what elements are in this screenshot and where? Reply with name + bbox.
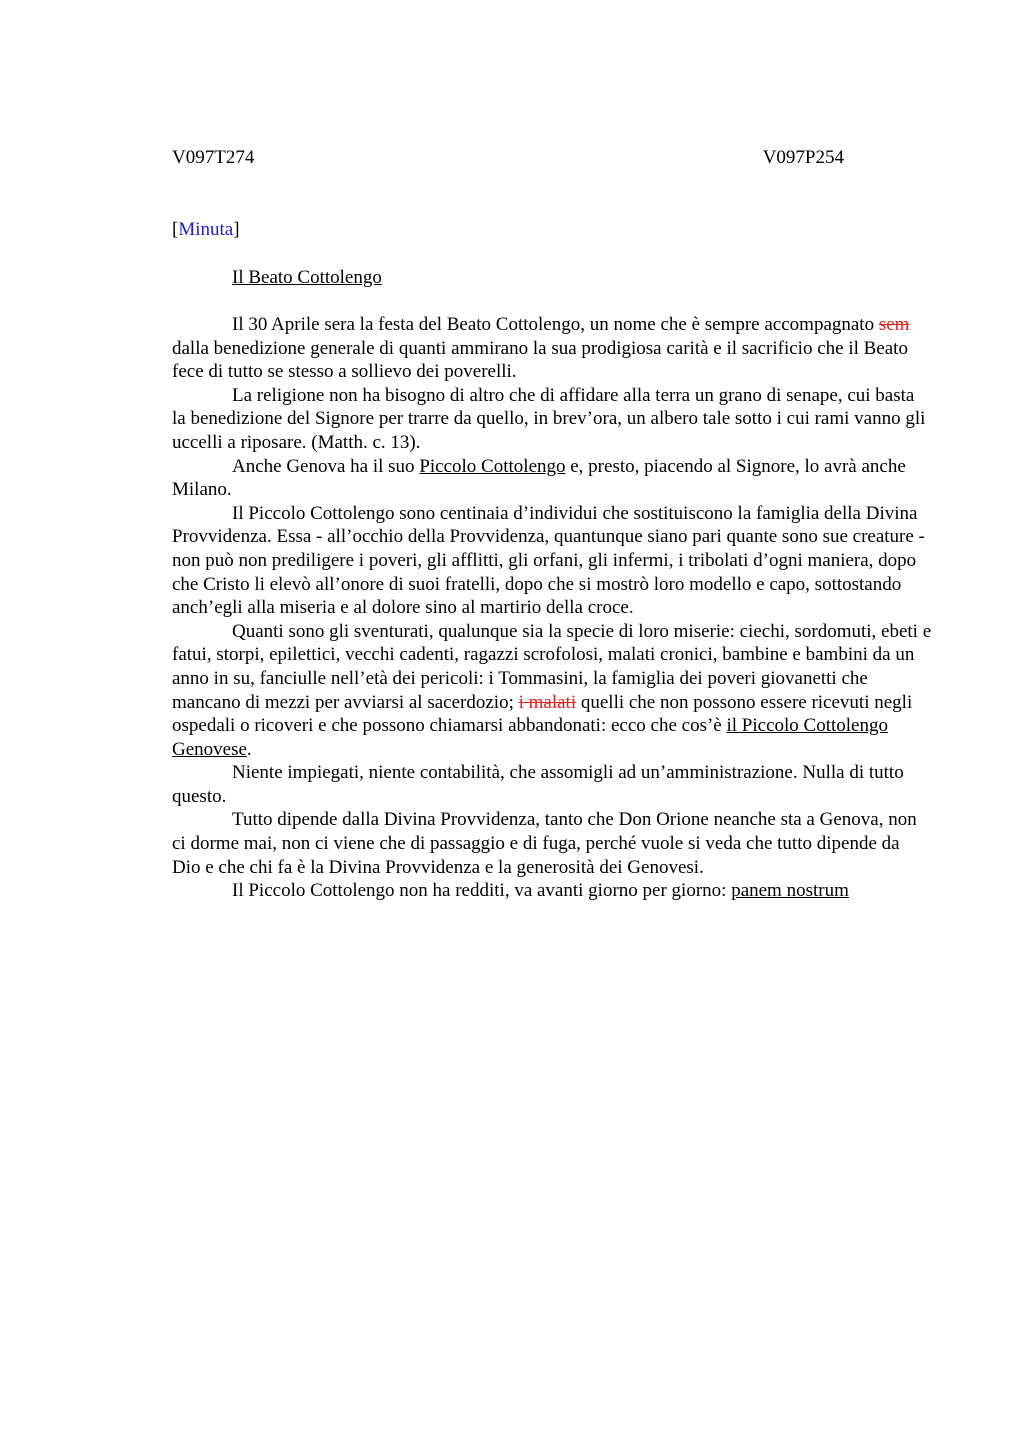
paragraph-4: Il Piccolo Cottolengo sono centinaia d’individui che sostituiscono la famiglia della Divina Provvidenza. Essa - all’occhio della Provvidenza, quantunque siano pari quante sono sue creature - non può non prediligere i poveri, gli afflitti, gli orfani, gli infermi, i tribolati d’ogni maniera, dopo che Cristo li elevò all’onore di suoi fratelli, dopo che si mostrò loro modello e capo, sottostando anch’egli alla miseria e al dolore sino al martirio della croce. bbox=[172, 502, 925, 619]
paragraph-5-text-b: quelli che non possono essere ricevuti negli ospedali o ricoveri e che possono chiamarsi abbandonati: ecco che cos’è bbox=[172, 691, 913, 737]
underlined-text: Piccolo Cottolengo bbox=[419, 455, 566, 477]
paragraph-5-text-a: Quanti sono gli sventurati, qualunque sia la specie di loro miserie: ciechi, sordomuti, ebeti e fatui, storpi, epilettici, vecchi cadenti, ragazzi scrofolosi, malati cronici, bambine e bambini da un anno in su, fanciulle nell’età dei pericoli: i Tommasini, la famiglia dei poveri giovanetti che mancano di mezzi per avviarsi al sacerdozio; bbox=[172, 620, 932, 713]
paragraph-5-text-c: . bbox=[246, 738, 252, 760]
tag-close-bracket: ] bbox=[233, 219, 240, 240]
tag-open-bracket: [ bbox=[172, 219, 179, 240]
paragraph-8-text-a: Il Piccolo Cottolengo non ha redditi, va avanti giorno per giorno: bbox=[232, 880, 732, 902]
deleted-text: i malati bbox=[518, 691, 577, 713]
paragraph-3-text-a: Anche Genova ha il suo bbox=[232, 455, 420, 477]
minuta-link[interactable]: Minuta bbox=[178, 219, 234, 240]
paragraph-5 bbox=[172, 620, 932, 762]
paragraph-3 bbox=[172, 455, 932, 502]
paragraph-1-text-b: dalla benedizione generale di quanti ammirano la sua prodigiosa carità e il sacrificio che il Beato fece di tutto se stesso a sollievo dei poverelli. bbox=[172, 337, 908, 383]
minuta-tag bbox=[172, 218, 240, 242]
underlined-text: panem nostrum bbox=[731, 880, 849, 902]
paragraph-2: La religione non ha bisogno di altro che di affidare alla terra un grano di senape, cui basta la benedizione del Signore per trarre da quello, in brev’ora, un albero tale sotto i cui rami vanno gli uccelli a riposare. (Matth. c. 13). bbox=[172, 384, 926, 453]
document-code-left: V097T274 bbox=[172, 147, 255, 168]
paragraph-1 bbox=[172, 313, 932, 384]
deleted-text: sem bbox=[878, 314, 910, 335]
document-code-right: V097P254 bbox=[762, 147, 844, 168]
paragraph-8 bbox=[172, 879, 932, 903]
underlined-text: il Piccolo Cottolengo Genovese bbox=[172, 715, 888, 760]
paragraph-6: Niente impiegati, niente contabilità, che assomigli ad un’amministrazione. Nulla di tutto questo. bbox=[172, 762, 904, 807]
paragraph-1-text-a: Il 30 Aprile sera la festa del Beato Cottolengo, un nome che è sempre accompagnato bbox=[232, 314, 879, 335]
document-title: Il Beato Cottolengo bbox=[232, 267, 382, 288]
paragraph-3-text-b: e, presto, piacendo al Signore, lo avrà anche Milano. bbox=[172, 455, 906, 501]
document-body bbox=[172, 313, 932, 903]
paragraph-7: Tutto dipende dalla Divina Provvidenza, tanto che Don Orione neanche sta a Genova, non ci dorme mai, non ci viene che di passaggio e di fuga, perché vuole si veda che tutto dipende da Dio e che chi fa è la Divina Provvidenza e la generosità dei Genovesi. bbox=[172, 809, 917, 878]
